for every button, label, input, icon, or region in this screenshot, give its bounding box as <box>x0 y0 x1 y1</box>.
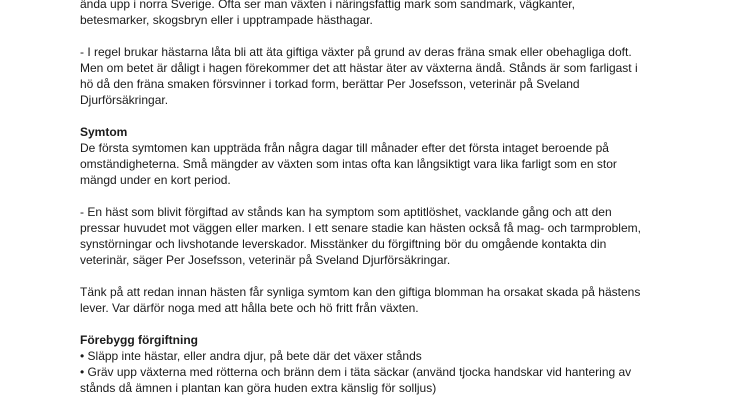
paragraph-gap <box>80 268 740 284</box>
text-line: - I regel brukar hästarna låta bli att äta giftiga växter på grund av deras fräna smak eller obehagliga doft. <box>80 45 632 59</box>
text-line: veterinär, säger Per Josefsson, veterinär på Sveland Djurförsäkringar. <box>80 253 451 267</box>
paragraph-gap <box>80 316 740 332</box>
text-line: Djurförsäkringar. <box>80 93 169 107</box>
text-line: synstörningar och livshotande leverskador. Misstänker du förgiftning bör du omgående kontakta din <box>80 237 607 251</box>
text-line: omständigheterna. Små mängder av växten som intas ofta kan långsiktigt vara lika farligt som en stor <box>80 157 617 171</box>
bullet-item: • Gräv upp växterna med rötterna och bränn dem i täta säckar (använd tjocka handskar vid hantering av <box>80 365 632 379</box>
text-line: pressar huvudet mot väggen eller marken. I ett senare stadie kan hästen också få mag- och tarmproblem, <box>80 221 641 235</box>
text-line: De första symtomen kan uppträda från några dagar till månader efter det första intaget beroende på <box>80 141 609 155</box>
text-line: lever. Var därför noga med att hålla bete och hö fritt från växten. <box>80 301 419 315</box>
text-line: ända upp i norra Sverige. Ofta ser man växten i näringsfattig mark som sandmark, vägkanter, <box>80 0 575 11</box>
text-line: Tänk på att redan innan hästen får synliga symtom kan den giftiga blomman ha orsakat skada på hästens <box>80 285 641 299</box>
text-line: betesmarker, skogsbryn eller i upptrampade hästhagar. <box>80 13 373 27</box>
bullet-item-continuation: stånds då ämnen i plantan kan göra huden extra känslig för solljus) <box>80 381 437 395</box>
section-heading-symptoms: Symtom <box>80 125 128 139</box>
document-page <box>80 0 740 396</box>
text-line: - En häst som blivit förgiftad av stånds kan ha symptom som aptitlöshet, vacklande gång och att den <box>80 205 612 219</box>
text-line: hö då den fräna smaken försvinner i torkad form, berättar Per Josefsson, veterinär på Sveland <box>80 77 580 91</box>
section-heading-prevent: Förebygg förgiftning <box>80 333 198 347</box>
bullet-item: • Släpp inte hästar, eller andra djur, på bete där det växer stånds <box>80 349 422 363</box>
text-line: Men om betet är dåligt i hagen förekommer det att hästar äter av växterna ändå. Stånds är som farligast i <box>80 61 638 75</box>
paragraph-gap <box>80 28 740 44</box>
paragraph-gap <box>80 108 740 124</box>
text-line: mängd under en kort period. <box>80 173 231 187</box>
paragraph-gap <box>80 188 740 204</box>
